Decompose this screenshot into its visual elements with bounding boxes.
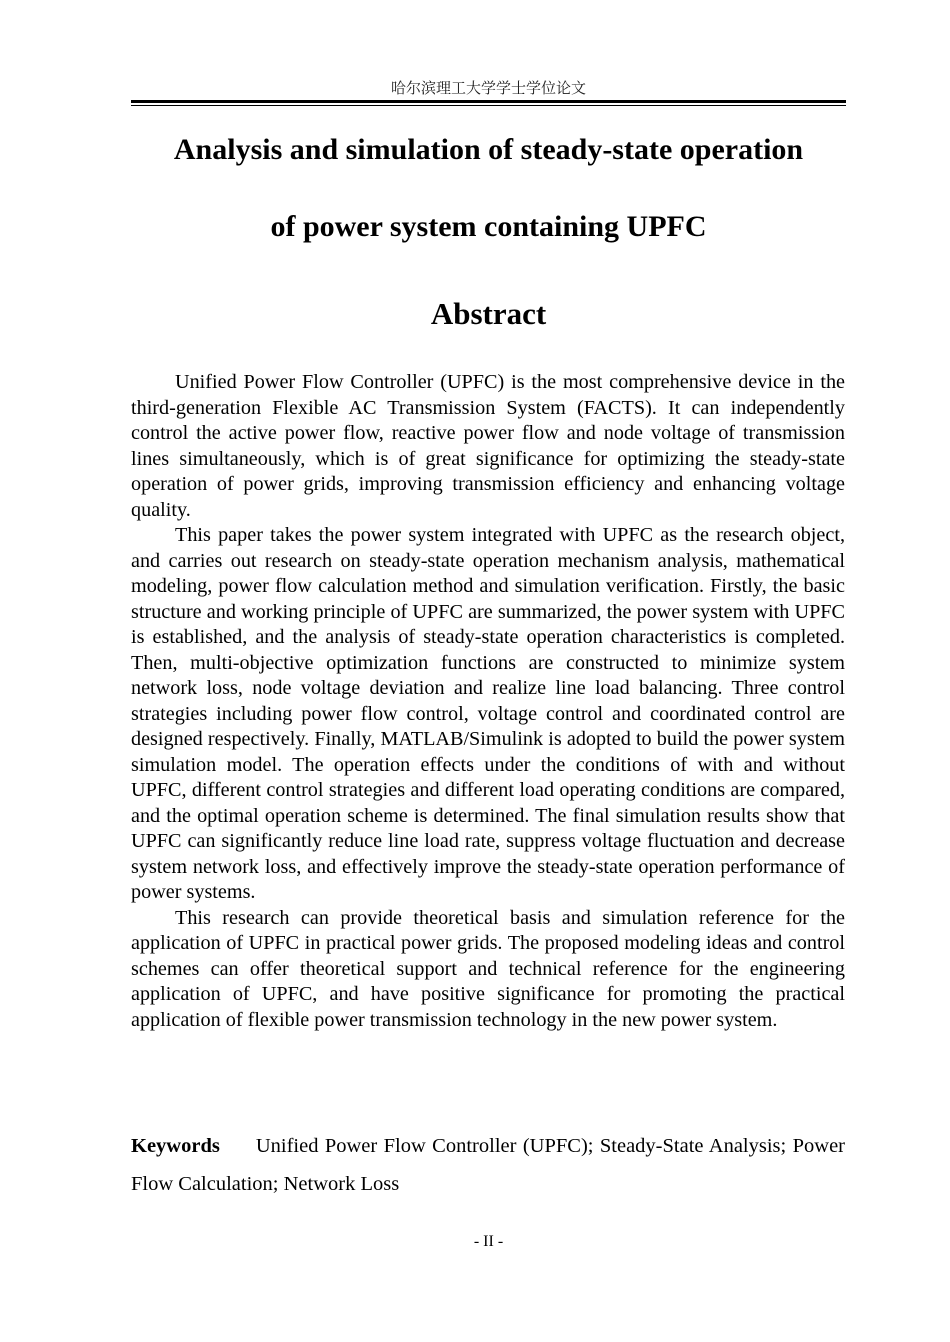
abstract-paragraph-3: This research can provide theoretical basis and simulation reference for the application of UPFC in practical power grids. The proposed modeling ideas and control schemes can offer theoretical support and technical reference for the engineering application of UPFC, and have positive significance for promoting the practical application of flexible power transmission technology in the new power system. xyxy=(131,906,845,1031)
page-number: - II - xyxy=(473,1233,504,1250)
paper-title-line-1: Analysis and simulation of steady-state operation xyxy=(173,133,804,166)
abstract-paragraph-2: This paper takes the power system integrated with UPFC as the research object, and carries out research on steady-state operation mechanism analysis, mathematical modeling, power flow calculation method and simulation verification. Firstly, the basic structure and working principle of UPFC are summarized, the power system with UPFC is established, and the analysis of steady-state operation characteristics is completed. Then, multi-objective optimization functions are constructed to minimize system network loss, node voltage deviation and realize line load balancing. Three control strategies including power flow control, voltage control and coordinated control are designed respectively. Finally, MATLAB/Simulink is adopted to build the power system simulation model. The operation effects under the conditions of with and without UPFC, different control strategies and different load operating conditions are compared, and the optimal operation scheme is determined. The final simulation results show that UPFC can significantly reduce line load rate, suppress voltage fluctuation and decrease system network loss, and effectively improve the steady-state operation performance of power systems. xyxy=(131,524,845,903)
header-rule-thin xyxy=(131,105,846,106)
abstract-heading: Abstract xyxy=(430,296,547,331)
abstract-paragraph-1: Unified Power Flow Controller (UPFC) is the most comprehensive device in the third-generation Flexible AC Transmission System (FACTS). It can independently control the active power flow, reactive power flow and node voltage of transmission lines simultaneously, which is of great significance for optimizing the steady-state operation of power grids, improving transmission efficiency and enhancing voltage quality. xyxy=(131,371,845,521)
paper-title-line-2: of power system containing UPFC xyxy=(270,210,707,243)
running-header: 哈尔滨理工大学学士学位论文 xyxy=(390,79,586,97)
keywords-text: Unified Power Flow Controller (UPFC); Steady-State Analysis; Power Flow Calculation; Network Loss xyxy=(131,1135,845,1195)
header-rule-thick xyxy=(131,100,846,103)
abstract-body xyxy=(131,370,845,1033)
keywords-label: Keywords xyxy=(131,1135,220,1157)
keywords-section xyxy=(131,1127,845,1203)
paper-title xyxy=(100,128,877,249)
